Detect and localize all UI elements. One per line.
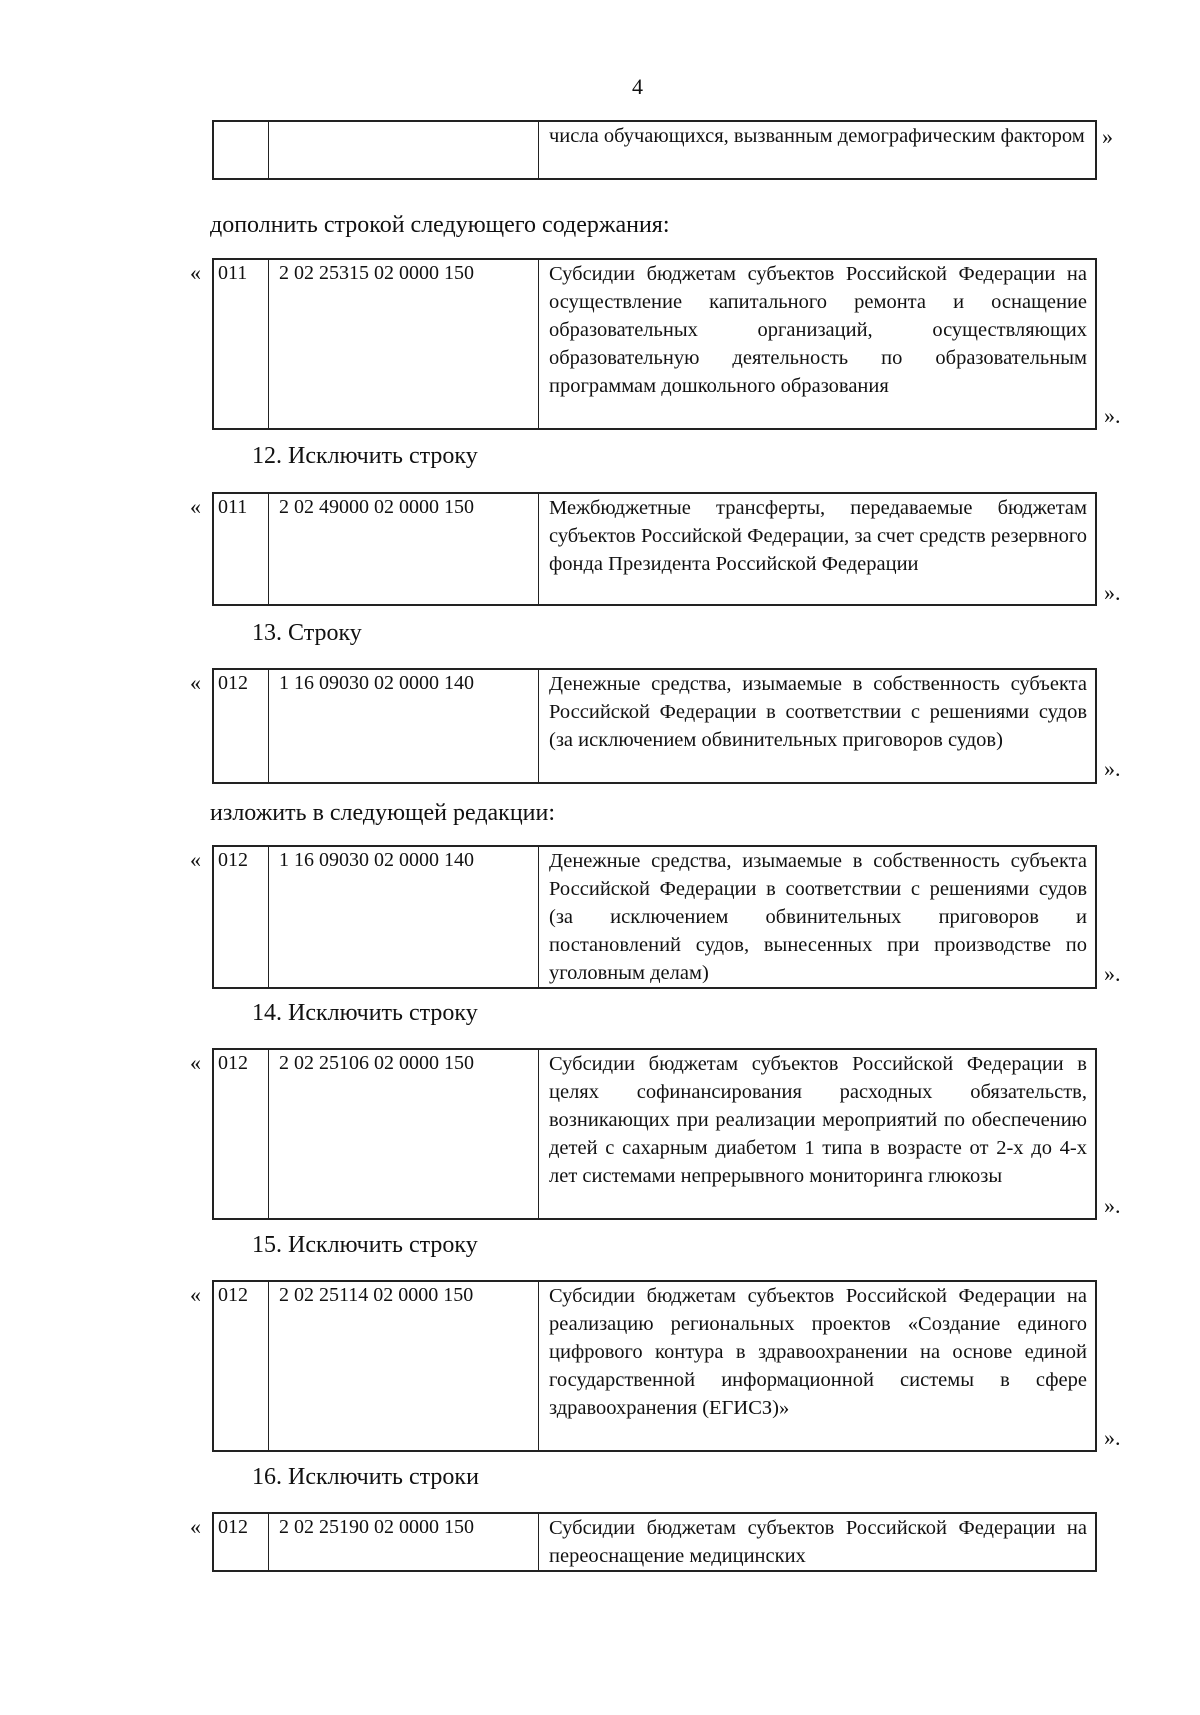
row-kbk: 2 02 25315 02 0000 150 [269, 260, 539, 428]
row-code: 012 [214, 670, 269, 782]
row-kbk: 2 02 25190 02 0000 150 [269, 1514, 539, 1570]
row-description: Денежные средства, изымаемые в собственность субъекта Российской Федерации в соответствии с решениями судов (за исключением обвинительных приговоров судов) [549, 673, 1087, 751]
close-quote: ». [1104, 403, 1121, 428]
open-quote: « [190, 847, 201, 872]
row-description: Субсидии бюджетам субъектов Российской Федерации на реализацию региональных проектов «Создание единого цифрового контура в здравоохранении на основе единой государственной информационной системы в сфере здравоохранения (ЕГИСЗ)» [549, 1285, 1087, 1419]
close-quote: ». [1104, 580, 1121, 605]
open-quote: « [190, 494, 201, 519]
instruction-text: дополнить строкой следующего содержания: [210, 212, 670, 238]
row-code: 012 [214, 1282, 269, 1450]
row-description: Субсидии бюджетам субъектов Российской Федерации на осуществление капитального ремонта и оснащение образовательных организаций, осуществляющих образовательную деятельность по образовательным программам дошкольного образования [549, 263, 1087, 397]
row-description: Межбюджетные трансферты, передаваемые бюджетам субъектов Российской Федерации, за счет средств резервного фонда Президента Российской Федерации [549, 497, 1087, 575]
row-description: Субсидии бюджетам субъектов Российской Федерации в целях софинансирования расходных обязательств, возникающих при реализации мероприятий по обеспечению детей с сахарным диабетом 1 типа в возрасте от 2-х до 4-х лет системами непрерывного мониторинга глюкозы [549, 1053, 1087, 1187]
instruction-text: 13. Строку [252, 620, 362, 646]
row-description: числа обучающихся, вызванным демографическим фактором [549, 125, 1085, 147]
instruction-text: 12. Исключить строку [252, 443, 478, 469]
open-quote: « [190, 260, 201, 285]
close-quote: ». [1104, 1193, 1121, 1218]
row-kbk: 1 16 09030 02 0000 140 [269, 670, 539, 782]
row-kbk: 2 02 49000 02 0000 150 [269, 494, 539, 604]
row-code: 011 [214, 260, 269, 428]
row-code: 011 [214, 494, 269, 604]
instruction-text: 15. Исключить строку [252, 1232, 478, 1258]
row-kbk: 1 16 09030 02 0000 140 [269, 847, 539, 987]
page-number: 4 [632, 74, 643, 99]
instruction-text: изложить в следующей редакции: [210, 800, 556, 826]
row-code [214, 122, 269, 178]
row-kbk: 2 02 25106 02 0000 150 [269, 1050, 539, 1218]
open-quote: « [190, 670, 201, 695]
row-code: 012 [214, 847, 269, 987]
row-code: 012 [214, 1050, 269, 1218]
open-quote: « [190, 1514, 201, 1539]
row-description: Денежные средства, изымаемые в собственность субъекта Российской Федерации в соответствии с решениями судов (за исключением обвинительных приговоров и постановлений судов, вынесенных при производстве по уголовным делам) [549, 850, 1087, 984]
row-kbk: 2 02 25114 02 0000 150 [269, 1282, 539, 1450]
close-quote: ». [1104, 1425, 1121, 1450]
open-quote: « [190, 1050, 201, 1075]
close-quote: ». [1104, 961, 1121, 986]
close-quote: ». [1104, 756, 1121, 781]
instruction-text: 14. Исключить строку [252, 1000, 478, 1026]
row-kbk [269, 122, 539, 178]
open-quote: « [190, 1282, 201, 1307]
close-quote: » [1102, 124, 1113, 149]
row-description: Субсидии бюджетам субъектов Российской Федерации на переоснащение медицинских [549, 1517, 1087, 1567]
row-code: 012 [214, 1514, 269, 1570]
instruction-text: 16. Исключить строки [252, 1464, 479, 1490]
